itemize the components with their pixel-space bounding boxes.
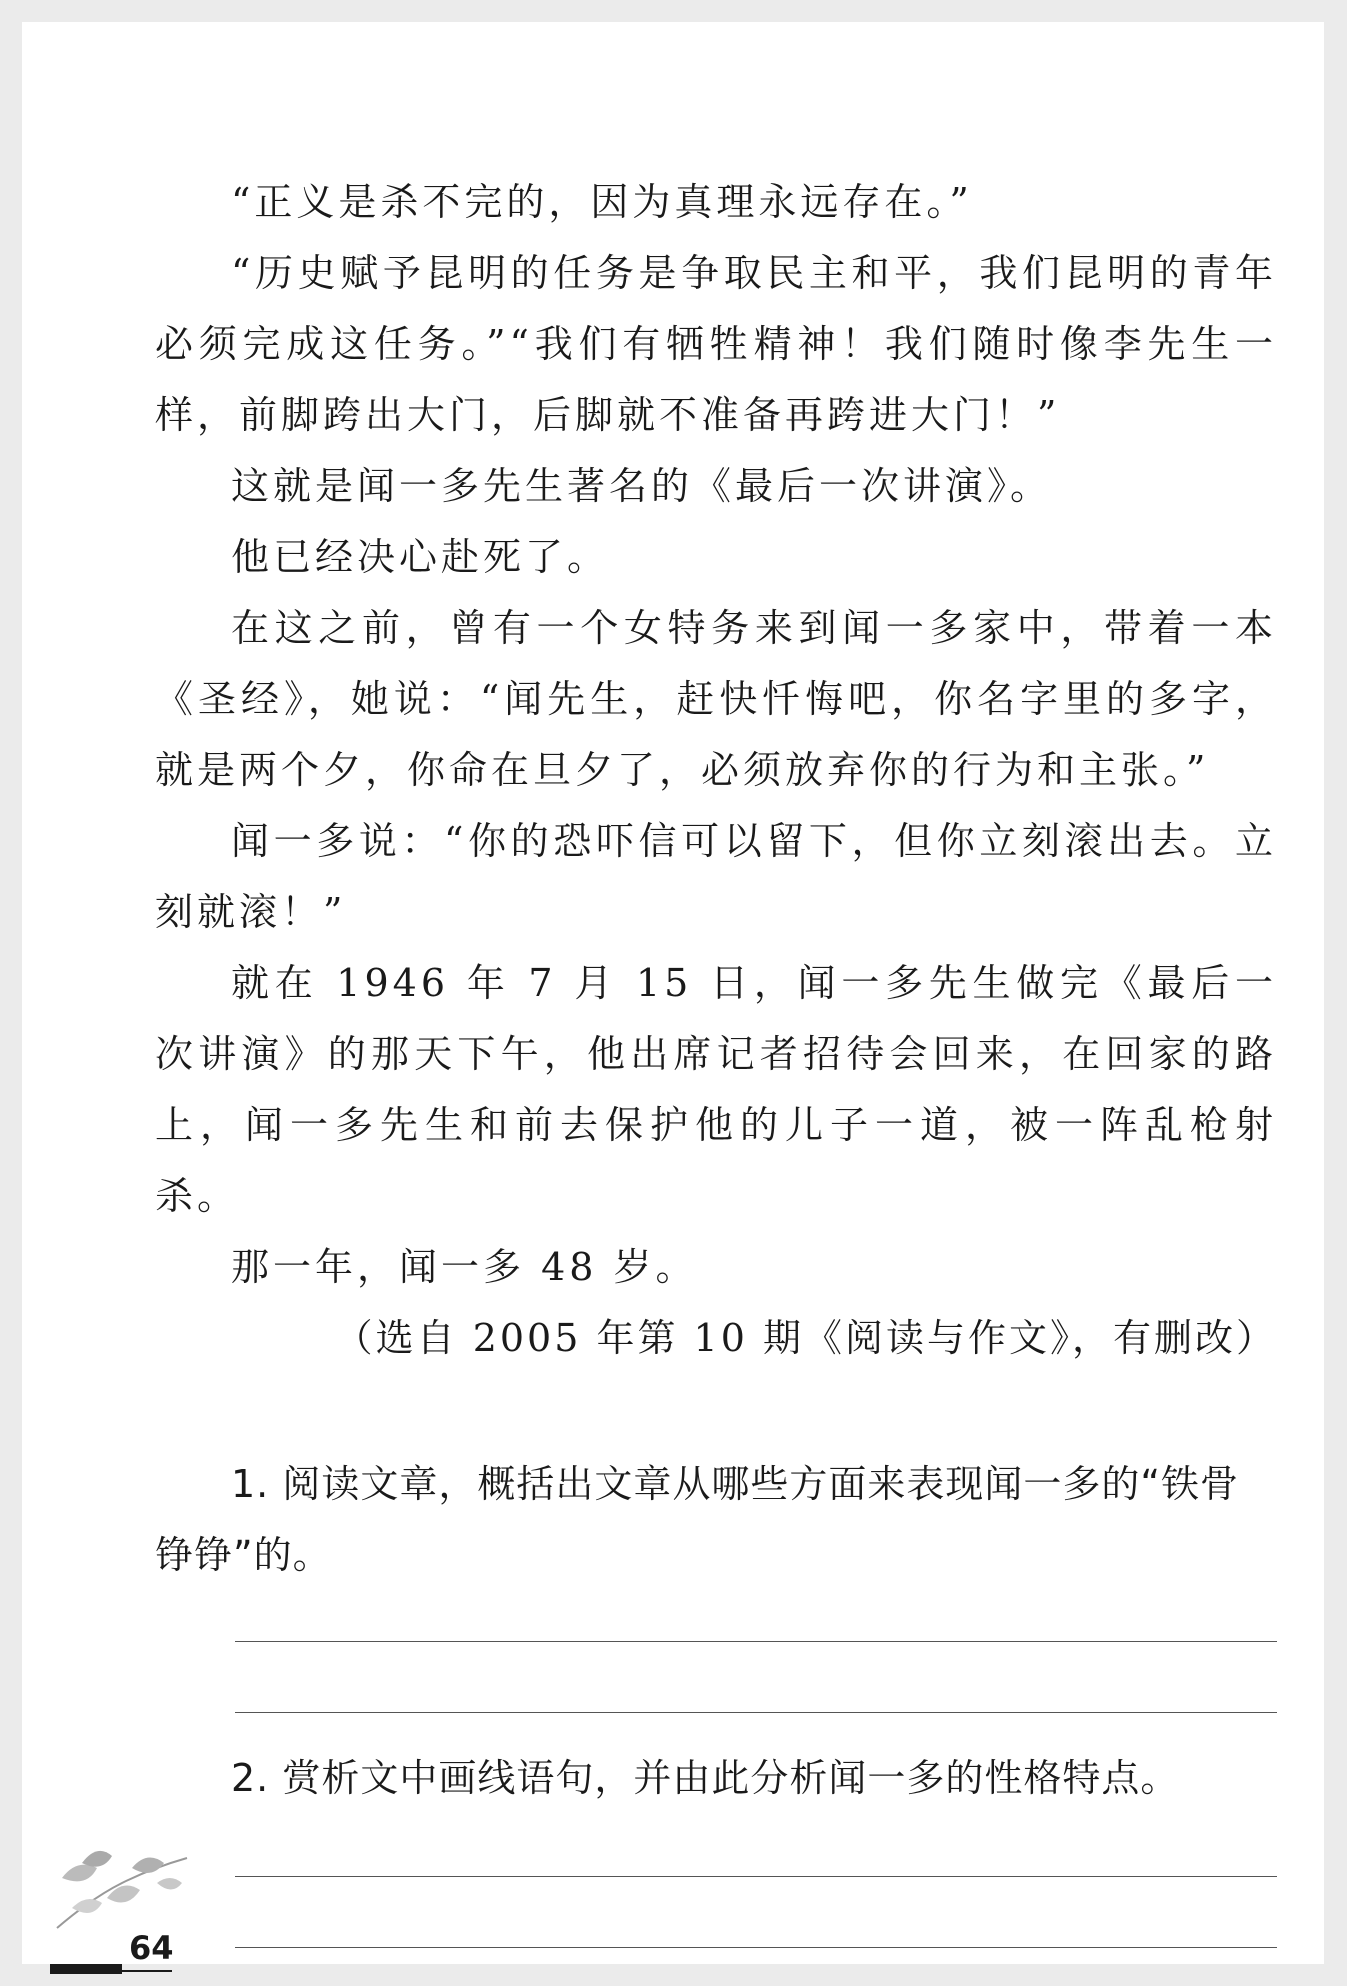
page-number-bar (50, 1964, 122, 1974)
answer-area-1[interactable] (155, 1641, 1277, 1713)
paragraph: 在这之前，曾有一个女特务来到闻一多家中，带着一本《圣经》，她说：“闻先生，赶快忏悔吧，你名字里的多字，就是两个夕，你命在旦夕了，必须放弃你的行为和主张。” (155, 606, 1277, 792)
answer-line[interactable] (235, 1947, 1277, 1948)
paragraph: “历史赋予昆明的任务是争取民主和平，我们昆明的青年必须完成这任务。”“我们有牺牲精神！我们随时像李先生一样，前脚跨出大门，后脚就不准备再跨进大门！” (155, 251, 1277, 437)
page-number-underline (122, 1970, 172, 1972)
article-content (155, 167, 1277, 1948)
paragraph: 他已经决心赴死了。 (231, 535, 610, 579)
page-number: 64 (129, 1929, 174, 1967)
paragraph: 就在 1946 年 7 月 15 日，闻一多先生做完《最后一次讲演》的那天下午，他出席记者招待会回来，在回家的路上，闻一多先生和前去保护他的儿子一道，被一阵乱枪射杀。 (155, 961, 1277, 1218)
question-1: 1. 阅读文章，概括出文章从哪些方面来表现闻一多的“铁骨铮铮”的。 (155, 1462, 1240, 1577)
paragraph: 这就是闻一多先生著名的《最后一次讲演》。 (231, 464, 1053, 508)
question-2: 2. 赏析文中画线语句，并由此分析闻一多的性格特点。 (231, 1756, 1180, 1800)
paragraph: 闻一多说：“你的恐吓信可以留下，但你立刻滚出去。立刻就滚！” (155, 819, 1277, 934)
answer-area-2[interactable] (155, 1876, 1277, 1948)
answer-line[interactable] (235, 1876, 1277, 1877)
answer-line[interactable] (235, 1641, 1277, 1642)
page (22, 22, 1324, 1967)
paragraph: 那一年，闻一多 48 岁。 (231, 1245, 698, 1289)
questions-section (155, 1449, 1277, 1948)
leaf-decoration-icon (52, 1838, 192, 1933)
answer-line[interactable] (235, 1712, 1277, 1713)
source-citation: （选自 2005 年第 10 期《阅读与作文》，有删改） (334, 1316, 1277, 1360)
paragraph: “正义是杀不完的，因为真理永远存在。” (231, 180, 973, 224)
